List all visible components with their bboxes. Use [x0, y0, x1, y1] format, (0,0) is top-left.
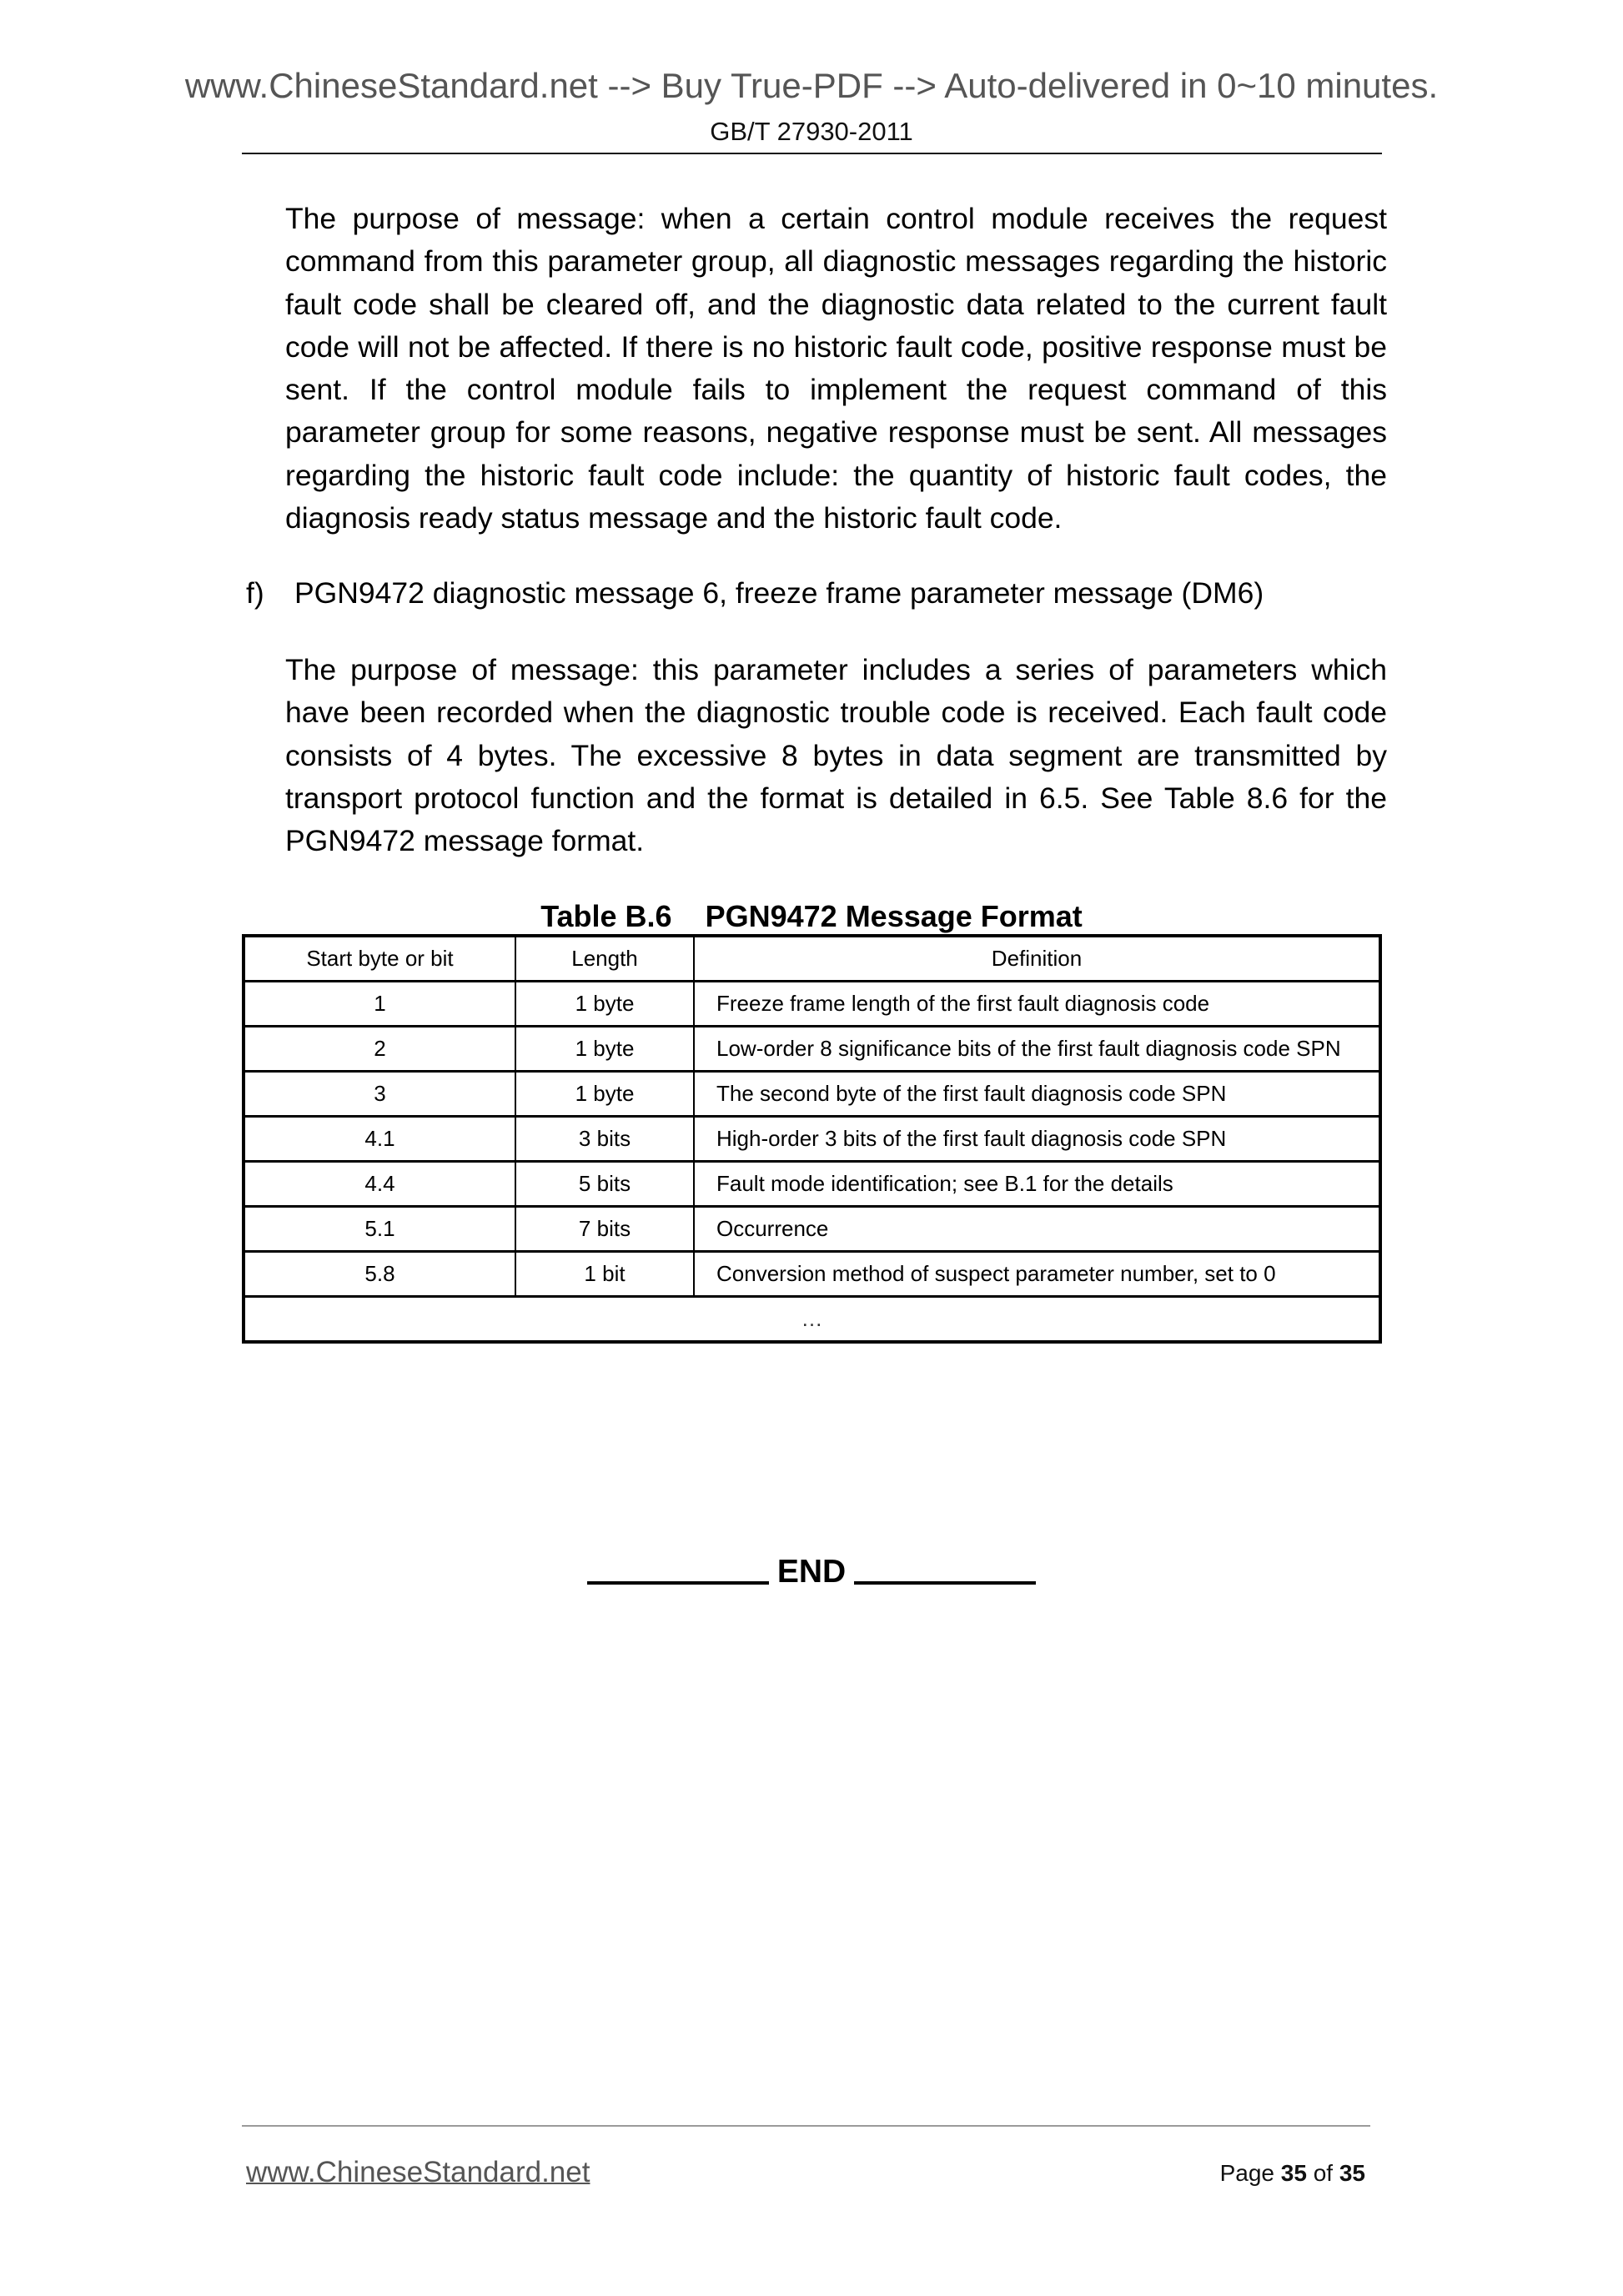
standard-code: GB/T 27930-2011: [710, 117, 913, 146]
header-divider: [242, 153, 1382, 154]
table-row: [244, 1072, 1380, 1117]
cell-start: 5.8: [244, 1252, 515, 1297]
cell-start: 4.4: [244, 1162, 515, 1207]
cell-length: 5 bits: [515, 1162, 694, 1207]
cell-length: 1 byte: [515, 982, 694, 1027]
cell-definition: Conversion method of suspect parameter number, set to 0: [694, 1252, 1380, 1297]
page-of: of: [1313, 2160, 1334, 2186]
table-row: [244, 1207, 1380, 1252]
cell-length: 1 byte: [515, 1072, 694, 1117]
header-banner: www.ChineseStandard.net --> Buy True-PDF --> Auto-delivered in 0~10 minutes.: [184, 66, 1439, 105]
paragraph-purpose-dm6: The purpose of message: this parameter includes a series of parameters which have been recorded when the diagnostic trouble code is received. Each fault code consists of 4 bytes. The excessive 8 bytes in data segment are transmitted by transport protocol function and the format is detailed in 6.5. See Table 8.6 for the PGN9472 message format.: [285, 653, 1387, 858]
end-label: END: [776, 1554, 847, 1590]
end-right-rule: [854, 1581, 1036, 1585]
page-current: 35: [1280, 2160, 1307, 2186]
column-header-definition: Definition: [694, 936, 1380, 982]
table-header-row: [244, 936, 1380, 982]
cell-start: 2: [244, 1027, 515, 1072]
table-row: [244, 982, 1380, 1027]
table-continuation-row: [244, 1297, 1380, 1343]
cell-definition: High-order 3 bits of the first fault diagnosis code SPN: [694, 1117, 1380, 1162]
message-format-table: [242, 934, 1382, 1344]
paragraph-purpose-historic-clear: The purpose of message: when a certain control module receives the request command from this parameter group, all diagnostic messages regarding the historic fault code shall be cleared off, and the diagnostic data related to the current fault code will not be affected. If there is no historic fault code, positive response must be sent. If the control module fails to implement the request command of this parameter group for some reasons, negative response must be sent. All messages regarding the historic fault code include: the quantity of historic fault codes, the diagnosis ready status message and the historic fault code.: [285, 202, 1387, 535]
end-marker: [0, 1553, 1623, 1591]
column-header-start: Start byte or bit: [244, 936, 515, 982]
list-item-text: PGN9472 diagnostic message 6, freeze frame parameter message (DM6): [294, 576, 1264, 610]
cell-definition: Low-order 8 significance bits of the first fault diagnosis code SPN: [694, 1027, 1380, 1072]
table-row: [244, 1252, 1380, 1297]
cell-definition: The second byte of the first fault diagnosis code SPN: [694, 1072, 1380, 1117]
cell-definition: Fault mode identification; see B.1 for the details: [694, 1162, 1380, 1207]
cell-length: 7 bits: [515, 1207, 694, 1252]
footer-divider: [242, 2125, 1370, 2127]
cell-start: 3: [244, 1072, 515, 1117]
cell-length: 1 byte: [515, 1027, 694, 1072]
continuation-ellipsis: …: [244, 1297, 1380, 1343]
page-total: 35: [1339, 2160, 1365, 2186]
cell-length: 3 bits: [515, 1117, 694, 1162]
footer-site-link[interactable]: www.ChineseStandard.net: [246, 2156, 590, 2188]
page-indicator: [1220, 2160, 1365, 2187]
cell-length: 1 bit: [515, 1252, 694, 1297]
cell-start: 4.1: [244, 1117, 515, 1162]
table-row: [244, 1162, 1380, 1207]
list-item-f: [246, 575, 1264, 611]
cell-start: 1: [244, 982, 515, 1027]
page-prefix: Page: [1219, 2160, 1274, 2186]
table-row: [244, 1027, 1380, 1072]
table-row: [244, 1117, 1380, 1162]
end-left-rule: [587, 1581, 769, 1585]
list-marker: f): [246, 576, 264, 610]
cell-start: 5.1: [244, 1207, 515, 1252]
cell-definition: Occurrence: [694, 1207, 1380, 1252]
table-title: Table B.6 PGN9472 Message Format: [540, 899, 1083, 933]
column-header-length: Length: [515, 936, 694, 982]
cell-definition: Freeze frame length of the first fault diagnosis code: [694, 982, 1380, 1027]
